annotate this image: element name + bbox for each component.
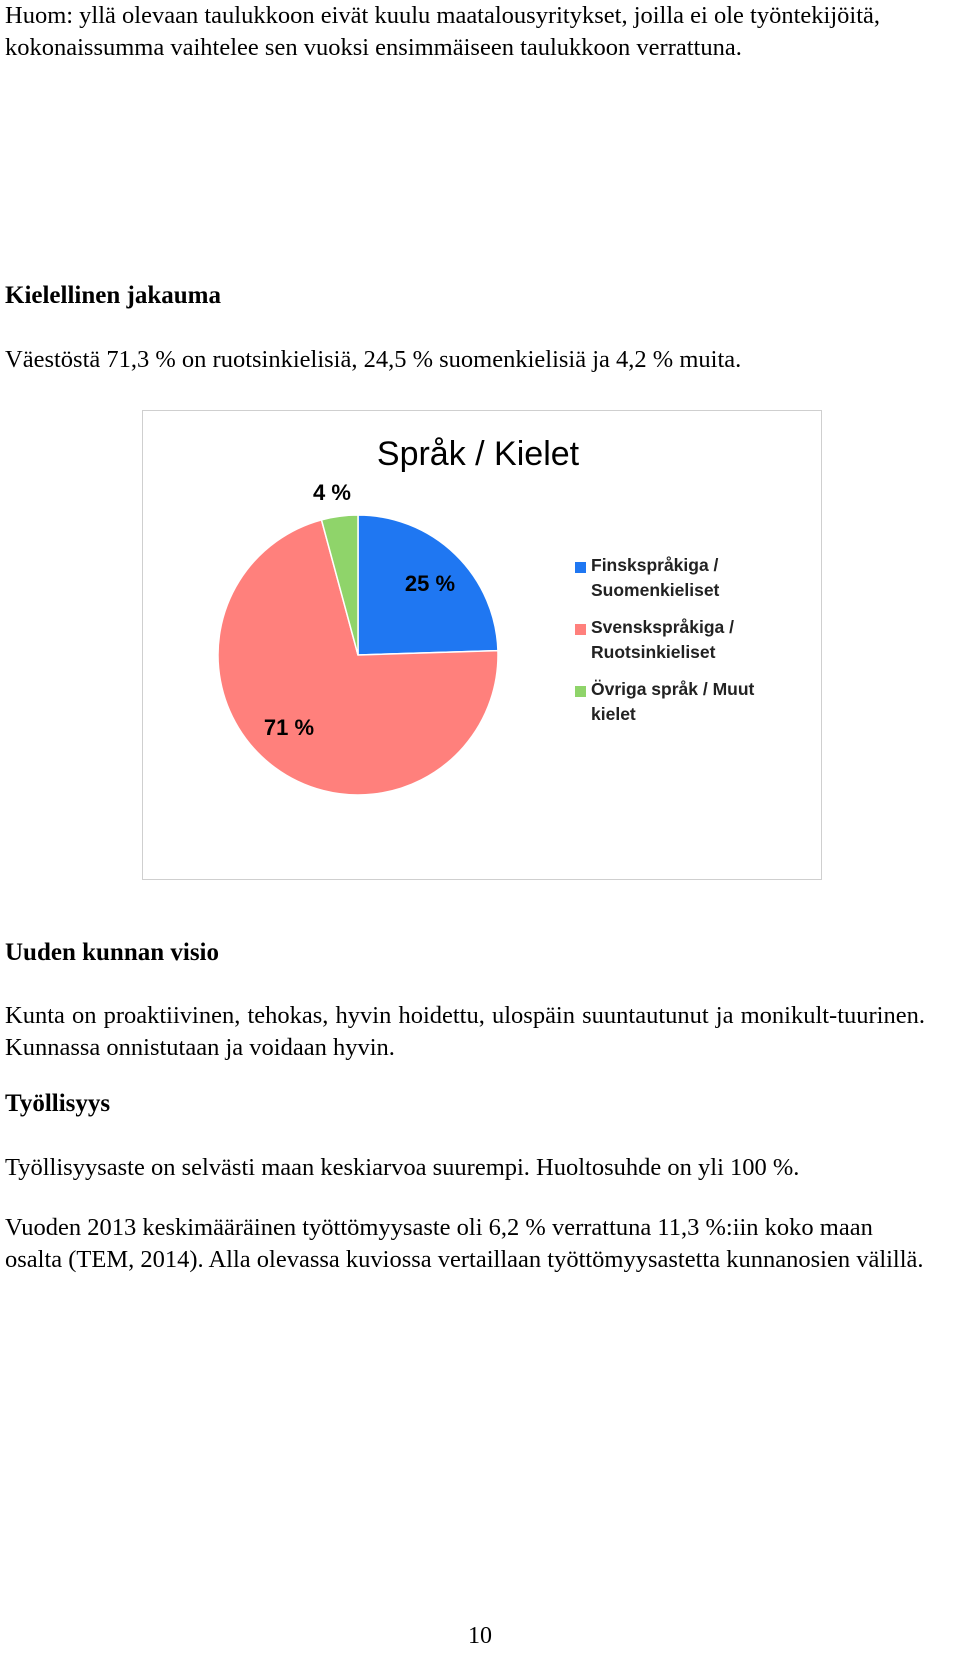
legend-swatch-2 — [575, 624, 586, 635]
legend-swatch-3 — [575, 686, 586, 697]
page-number: 10 — [468, 1623, 492, 1649]
vision-heading: Uuden kunnan visio — [5, 939, 220, 966]
intro-note: Huom: yllä olevaan taulukkoon eivät kuulu maatalousyritykset, joilla ei ole työntekijöitä, kokonaissumma vaihtelee sen vuoksi ensimmäiseen taulukkoon verrattuna. — [5, 2, 881, 61]
legend-label-1: Finskspråkiga / Suomenkieliset — [591, 555, 720, 600]
employment-text-2: Vuoden 2013 keskimääräinen työttömyysaste oli 6,2 % verrattuna 11,3 %:iin koko maan osalta (TEM, 2014). Alla olevassa kuviossa vertaillaan työttömyysastetta kunnanosien välillä. — [5, 1214, 924, 1273]
chart-title: Språk / Kielet — [376, 435, 580, 473]
employment-heading: Työllisyys — [5, 1090, 111, 1117]
legend-swatch-1 — [575, 562, 586, 573]
pie-chart-svg — [143, 411, 823, 881]
legend-label-2: Svenskspråkiga / Ruotsinkieliset — [591, 617, 734, 662]
pie-slice-label-1: 25 % — [404, 571, 456, 596]
vision-text: Kunta on proaktiivinen, tehokas, hyvin hoidettu, ulospäin suuntautunut ja monikult-tuurinen. Kunnassa onnistutaan ja voidaan hyvin. — [5, 1002, 925, 1061]
language-heading: Kielellinen jakauma — [5, 282, 221, 309]
legend-label-3: Övriga språk / Muut kielet — [591, 679, 755, 724]
pie-slice-label-2: 71 % — [263, 715, 315, 740]
language-pie-chart — [142, 410, 822, 880]
employment-text-1: Työllisyysaste on selvästi maan keskiarvoa suurempi. Huoltosuhde on yli 100 %. — [5, 1154, 800, 1181]
language-text: Väestöstä 71,3 % on ruotsinkielisiä, 24,5 % suomenkielisiä ja 4,2 % muita. — [5, 346, 742, 373]
pie-slice-label-3: 4 % — [313, 480, 351, 505]
